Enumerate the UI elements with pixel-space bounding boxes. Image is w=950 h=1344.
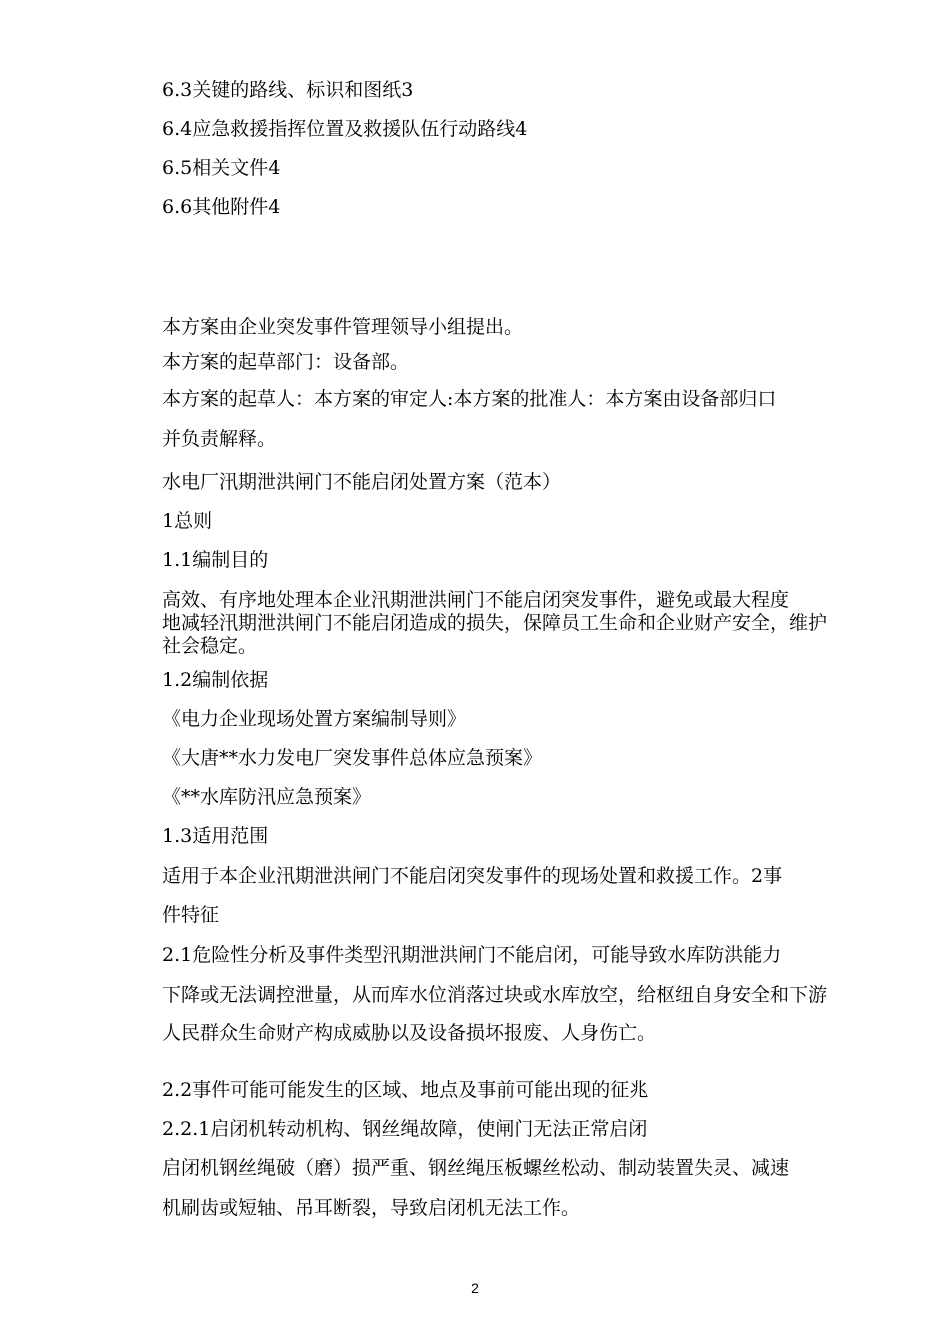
text-line: 6.6其他附件4 — [162, 196, 281, 218]
text-line: 2.2事件可能可能发生的区域、地点及事前可能出现的征兆 — [162, 1079, 649, 1101]
text-line: 水电厂汛期泄洪闸门不能启闭处置方案（范本） — [162, 471, 562, 493]
text-line: 1.1编制目的 — [162, 549, 269, 571]
text-line: 《大唐**水力发电厂突发事件总体应急预案》 — [162, 747, 543, 769]
text-line: 《电力企业现场处置方案编制导则》 — [162, 708, 467, 730]
text-line: 社会稳定。 — [162, 635, 258, 657]
page-number: 2 — [471, 1280, 479, 1296]
text-line: 本方案由企业突发事件管理领导小组提出。 — [162, 316, 524, 338]
text-line: 人民群众生命财产构成威胁以及设备损坏报废、人身伤亡。 — [162, 1022, 657, 1044]
text-line: 高效、有序地处理本企业汛期泄洪闸门不能启闭突发事件，避免或最大程度 — [162, 589, 790, 611]
text-line: 2.2.1启闭机转动机构、钢丝绳故障，使闸门无法正常启闭 — [162, 1118, 648, 1140]
text-line: 6.3关键的路线、标识和图纸3 — [162, 79, 414, 101]
text-line: 并负责解释。 — [162, 428, 277, 450]
text-line: 本方案的起草人：本方案的审定人:本方案的批准人：本方案由设备部归口 — [162, 388, 777, 410]
text-line: 机刷齿或短轴、吊耳断裂，导致启闭机无法工作。 — [162, 1197, 581, 1219]
text-line: 1.2编制依据 — [162, 669, 269, 691]
text-line: 1.3适用范围 — [162, 825, 269, 847]
text-line: 件特征 — [162, 904, 220, 926]
text-line: 启闭机钢丝绳破（磨）损严重、钢丝绳压板螺丝松动、制动装置失灵、减速 — [162, 1157, 790, 1179]
text-line: 2.1危险性分析及事件类型汛期泄洪闸门不能启闭，可能导致水库防洪能力 — [162, 944, 782, 966]
text-line: 本方案的起草部门：设备部。 — [162, 351, 410, 373]
text-line: 6.4应急救援指挥位置及救援队伍行动路线4 — [162, 118, 528, 140]
text-line: 6.5相关文件4 — [162, 157, 281, 179]
text-line: 下降或无法调控泄量，从而库水位消落过块或水库放空，给枢纽自身安全和下游 — [162, 984, 828, 1006]
text-line: 1总则 — [162, 510, 213, 532]
text-line: 《**水库防汛应急预案》 — [162, 786, 372, 808]
text-line: 适用于本企业汛期泄洪闸门不能启闭突发事件的现场处置和救援工作。2事 — [162, 865, 783, 887]
text-line: 地减轻汛期泄洪闸门不能启闭造成的损失，保障员工生命和企业财产安全，维护 — [162, 612, 828, 634]
